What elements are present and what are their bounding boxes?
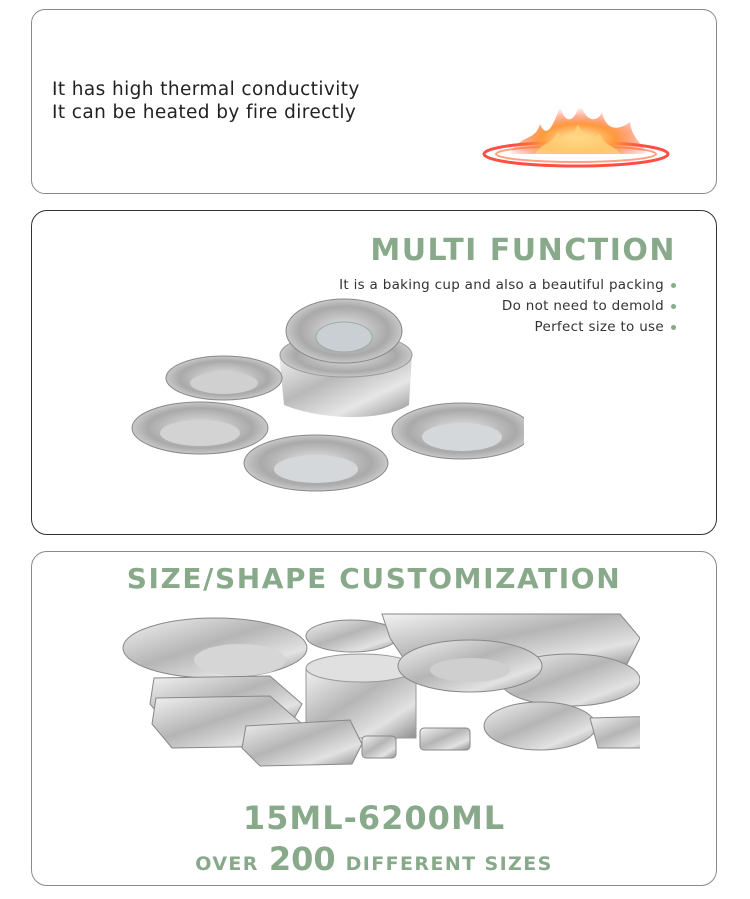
multi-function-card bbox=[31, 210, 717, 535]
feature-text: Perfect size to use bbox=[534, 319, 664, 335]
customization-card bbox=[31, 551, 717, 886]
thermal-card bbox=[31, 9, 717, 194]
feature-text: Do not need to demold bbox=[501, 298, 664, 314]
capacity-range: 15ML-6200ML bbox=[242, 799, 506, 837]
sizes-prefix: OVER bbox=[195, 853, 259, 875]
sizes-count: 200 bbox=[268, 840, 336, 878]
aluminum-foil-cups-photo bbox=[124, 293, 524, 498]
sizes-suffix: DIFFERENT SIZES bbox=[345, 853, 553, 875]
fire-flame-icon bbox=[480, 94, 670, 172]
thermal-text-line-2: It can be heated by fire directly bbox=[52, 102, 357, 123]
bullet-dot-icon bbox=[671, 304, 676, 309]
feature-item bbox=[535, 319, 677, 335]
multi-function-title: MULTI FUNCTION bbox=[370, 233, 676, 268]
feature-text: It is a baking cup and also a beautiful packing bbox=[339, 277, 664, 293]
thermal-text-line-1: It has high thermal conductivity bbox=[52, 79, 360, 100]
assorted-foil-containers-photo bbox=[120, 608, 640, 768]
feature-item bbox=[502, 298, 676, 314]
customization-title: SIZE/SHAPE CUSTOMIZATION bbox=[126, 562, 622, 595]
feature-item bbox=[339, 277, 676, 293]
bullet-dot-icon bbox=[671, 325, 676, 330]
sizes-line bbox=[32, 840, 716, 878]
bullet-dot-icon bbox=[671, 283, 676, 288]
